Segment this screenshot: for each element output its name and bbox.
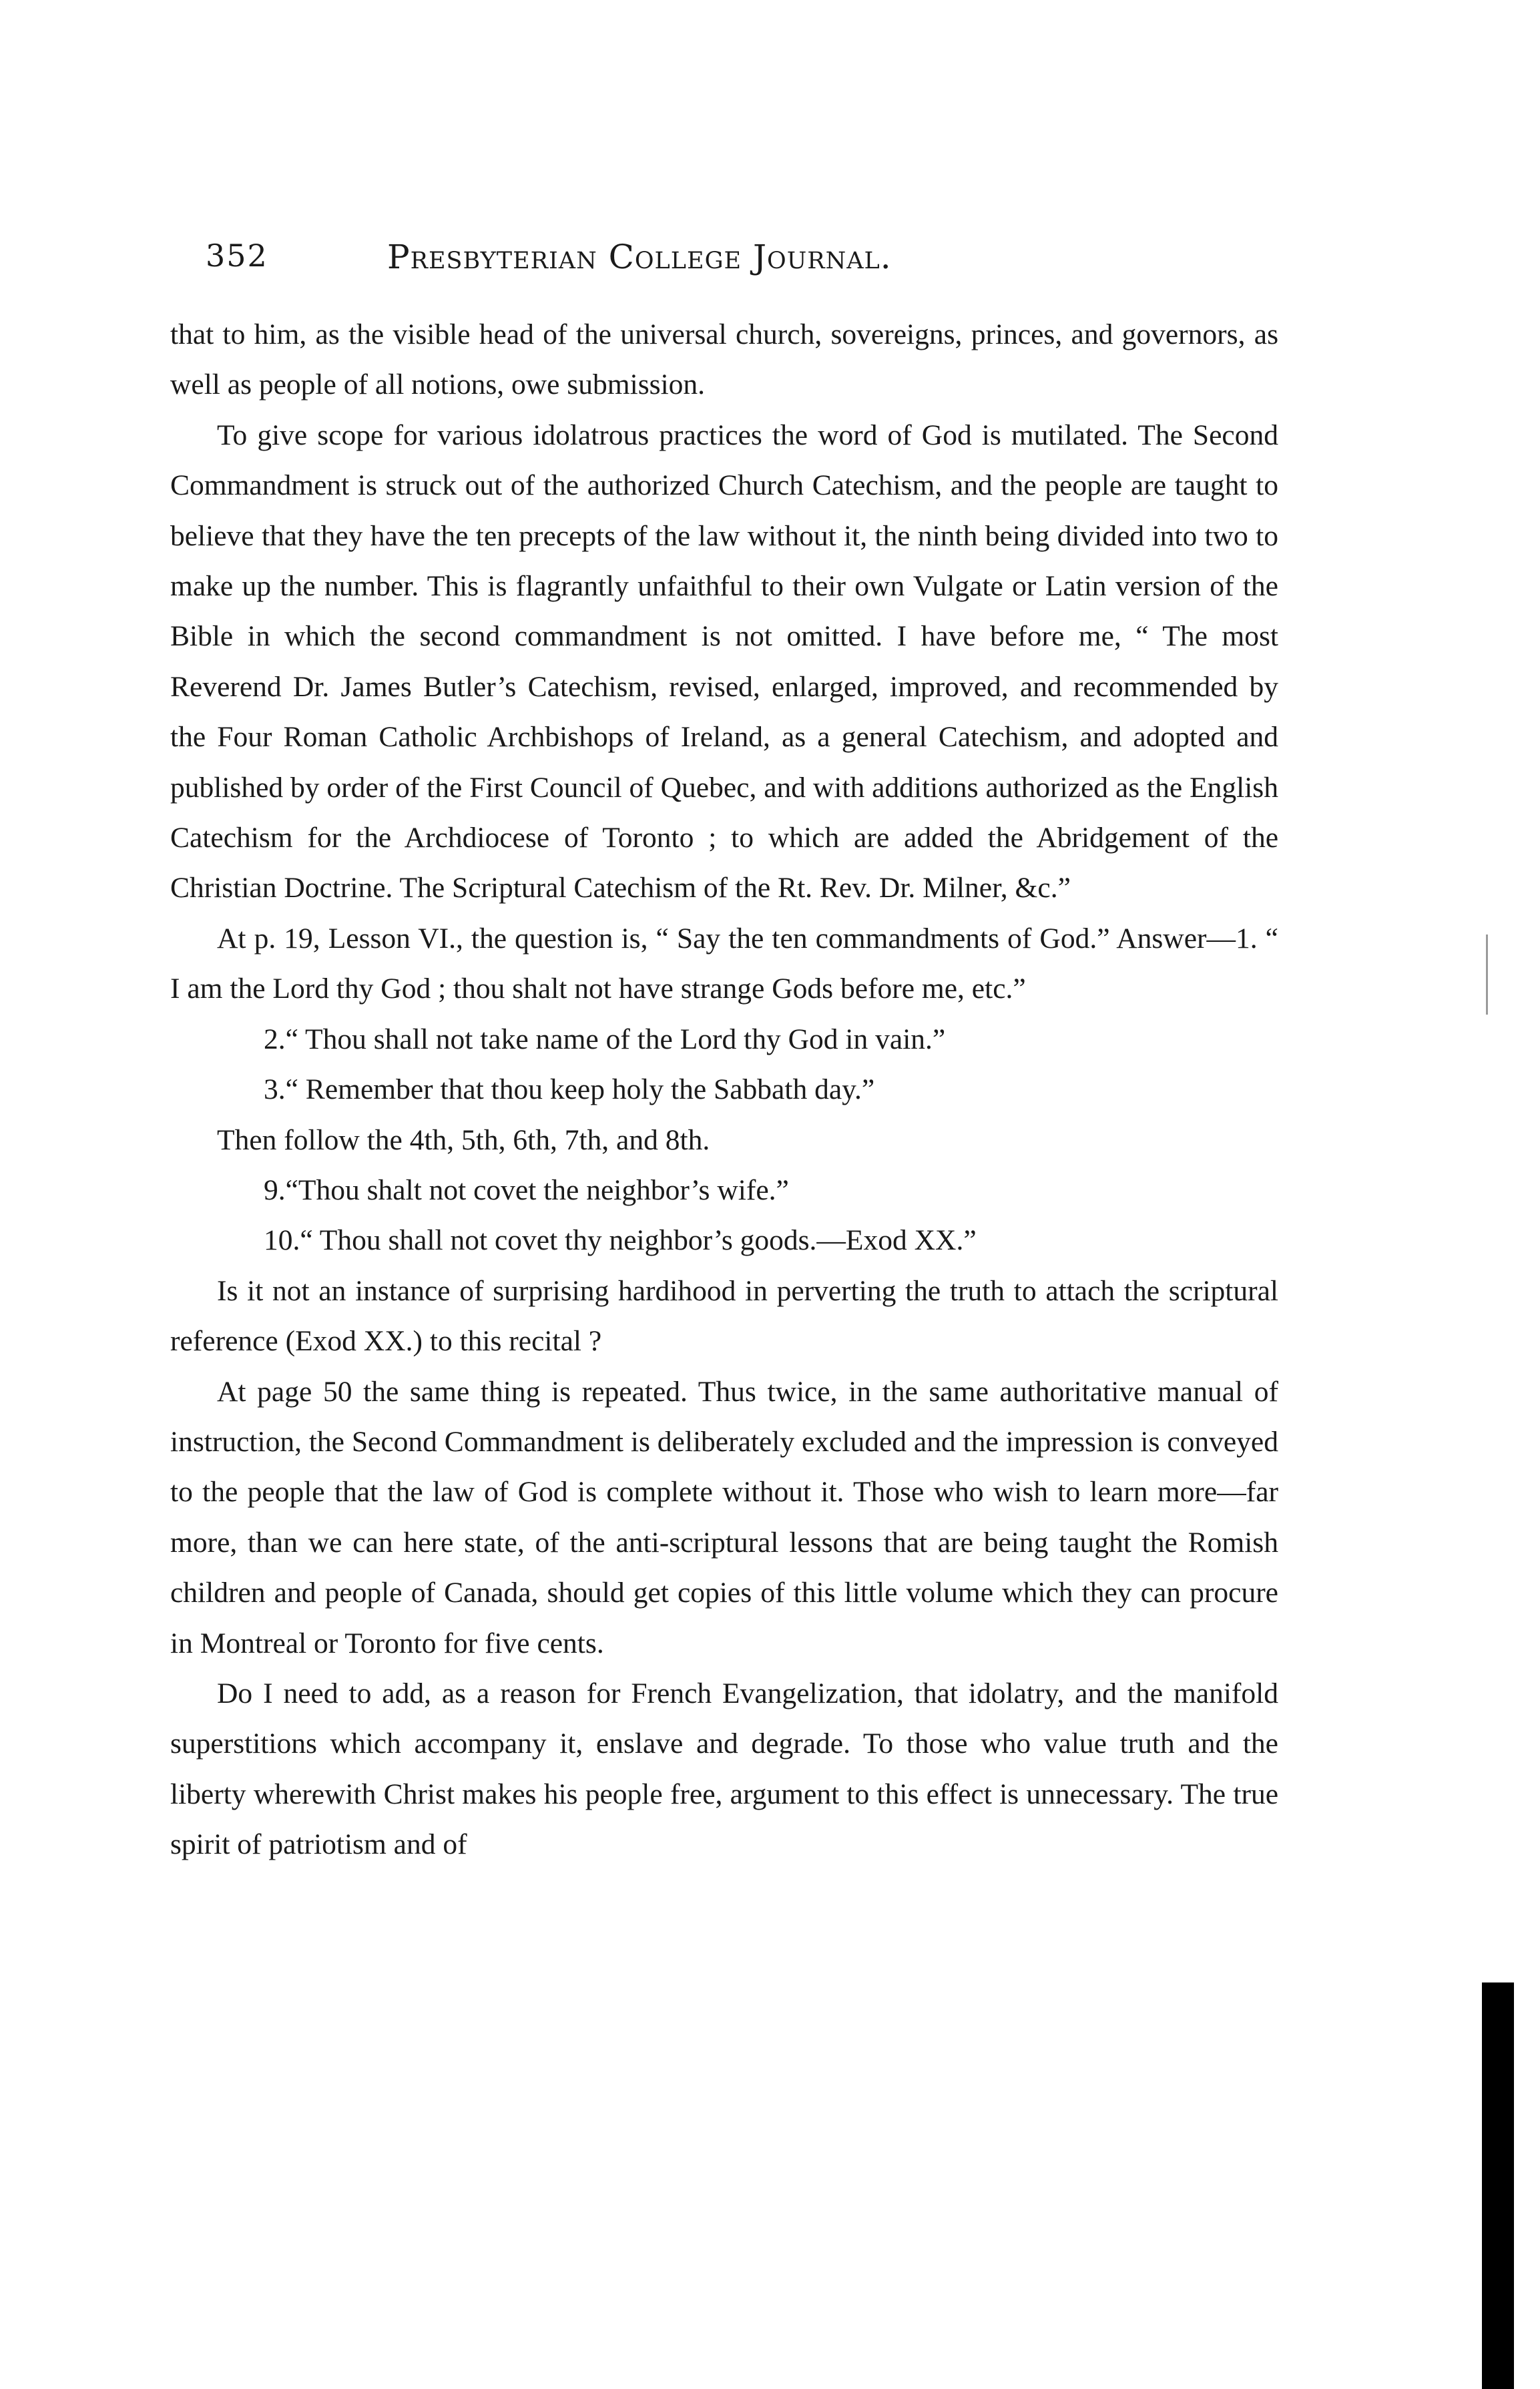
paragraph: that to him, as the visible head of the universal church, sovereigns, princes, and governors, as well as people of all notions, owe submission. <box>170 318 1278 401</box>
commandment-text: “ Remember that thou keep holy the Sabbath day.” <box>285 1073 875 1106</box>
commandment-text: “ Thou shall not covet thy neighbor’s goods.—Exod XX.” <box>300 1224 977 1257</box>
commandment-number: 2. <box>264 1023 286 1055</box>
body-text <box>170 310 1278 1870</box>
scan-margin-mark <box>1486 935 1488 1015</box>
page-header <box>206 238 1340 284</box>
paragraph: Do I need to add, as a reason for French Evangelization, that idolatry, and the manifold superstitions which accompany it, enslave and degrade. To those who value truth and the liberty wherewith Christ makes his people free, argument to this effect is unnecessary. The true spirit of patriotism and of <box>170 1677 1278 1861</box>
commandment-number: 9. <box>264 1173 286 1206</box>
commandment-item <box>170 1115 1278 1165</box>
commandment-number: 3. <box>264 1073 286 1106</box>
commandment-text: “Thou shalt not covet the neighbor’s wife.” <box>285 1173 789 1206</box>
paragraph: To give scope for various idolatrous practices the word of God is mutilated. The Second Commandment is struck out of the authorized Church Catechism, and the people are taught to believe that they have the ten precepts of the law without it, the ninth being divided into two to make up the number. This is flagrantly unfaithful to their own Vulgate or Latin version of the Bible in which the second commandment is not omitted. I have before me, “ The most Reverend Dr. James Butler’s Catechism, revised, enlarged, improved, and recommended by the Four Roman Catholic Archbishops of Ireland, as a general Catechism, and adopted and published by order of the First Council of Quebec, and with additions authorized as the English Catechism for the Archdiocese of Toronto ; to which are added the Abridgement of the Christian Doctrine. The Scriptural Catechism of the Rt. Rev. Dr. Milner, &c.” <box>170 419 1278 904</box>
page-number: 352 <box>206 238 268 274</box>
commandment-text: Then follow the 4th, 5th, 6th, 7th, and 8th. <box>217 1123 710 1156</box>
commandment-item <box>170 1065 1278 1115</box>
scan-edge-bar <box>1482 1982 1514 2389</box>
paragraph: Is it not an instance of surprising hardihood in perverting the truth to attach the scriptural reference (Exod XX.) to this recital ? <box>170 1274 1278 1358</box>
commandment-text: “ Thou shall not take name of the Lord thy God in vain.” <box>285 1023 946 1055</box>
paragraph: At p. 19, Lesson VI., the question is, “ Say the ten commandments of God.” Answer—1. “ I am the Lord thy God ; thou shalt not have strange Gods before me, etc.” <box>170 922 1278 1005</box>
running-title: Presbyterian College Journal. <box>387 238 892 276</box>
commandment-number: 10. <box>264 1224 300 1257</box>
commandment-item <box>170 1165 1278 1216</box>
commandment-item <box>170 1015 1278 1065</box>
paragraph: At page 50 the same thing is repeated. Thus twice, in the same authoritative manual of instruction, the Second Commandment is deliberately excluded and the impression is conveyed to the people that the law of God is complete without it. Those who wish to learn more—far more, than we can here state, of the anti-scriptural lessons that are being taught the Romish children and people of Canada, should get copies of this little volume which they can procure in Montreal or Toronto for five cents. <box>170 1375 1278 1659</box>
commandment-item <box>170 1216 1278 1266</box>
